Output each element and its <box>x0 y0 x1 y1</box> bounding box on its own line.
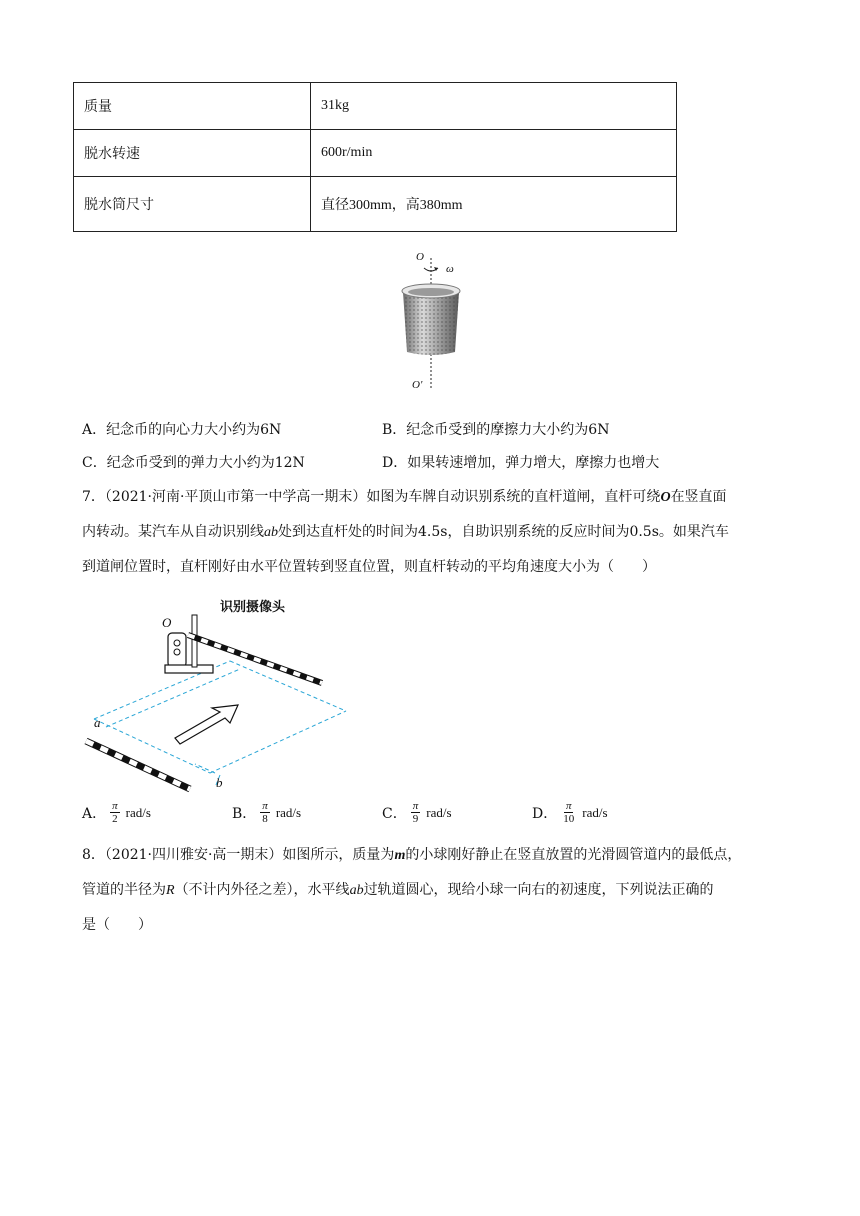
unit: rad/s <box>275 804 302 820</box>
option-a[interactable]: A．纪念币的向心力大小约为6N <box>82 422 282 438</box>
dimension-text: ，高 <box>391 197 420 213</box>
denominator: 9 <box>412 813 419 825</box>
q7-text: 在竖直面 <box>670 489 727 505</box>
option-d[interactable]: D．如果转速增加，弹力增大，摩擦力也增大 <box>382 455 660 471</box>
table-cell-label: 质量 <box>74 83 311 130</box>
fraction <box>411 800 421 825</box>
option-b[interactable]: B．纪念币受到的摩擦力大小约为6N <box>382 422 610 438</box>
diameter-value: 300mm <box>349 198 392 213</box>
q7-text: 内转动。某汽车从自动识别线 <box>82 524 264 540</box>
q7-text: 7．（2021·河南·平顶山市第一中学高一期末）如图为车牌自动识别系统的直杆道闸，直杆可绕 <box>82 489 661 505</box>
q7-option-b[interactable] <box>232 800 301 825</box>
q8-text: 8．（2021·四川雅安·高一期末）如图所示，质量为 <box>82 847 395 863</box>
numerator: π <box>112 800 118 812</box>
q8-text: 管道的半径为 <box>82 882 166 898</box>
question-8 <box>82 845 782 935</box>
q7-text: 处到达直杆处的时间为4.5s，自助识别系统的反应时间为0.5s。如果汽车 <box>278 524 729 540</box>
table-cell-value <box>311 177 677 232</box>
q8-var-ab: ab <box>349 883 364 898</box>
table-cell-value: 600r/min <box>311 130 677 177</box>
table-row <box>74 130 677 177</box>
option-c[interactable]: C．纪念币受到的弹力大小约为12N <box>82 455 305 471</box>
option-letter: B． <box>232 805 257 822</box>
table-row <box>74 83 677 130</box>
option-letter: D． <box>532 805 558 822</box>
question-7 <box>82 487 782 577</box>
table-cell-label: 脱水转速 <box>74 130 311 177</box>
unit: rad/s <box>125 804 151 820</box>
barrier-gate-figure <box>80 595 380 795</box>
numerator: π <box>412 800 419 812</box>
fraction <box>260 800 270 825</box>
q8-text: 是（ ） <box>82 917 152 933</box>
spin-drum-figure <box>396 240 466 400</box>
q8-text: 的小球刚好静止在竖直放置的光滑圆管道内的最低点， <box>405 847 742 863</box>
axis-label-bottom: O' <box>412 379 423 391</box>
q8-var-m: m <box>394 848 406 863</box>
numerator: π <box>565 800 572 812</box>
line-label-a: a <box>94 715 101 730</box>
q7-var-o: O <box>660 490 671 505</box>
q7-option-a[interactable] <box>82 800 151 825</box>
q7-option-d[interactable] <box>532 800 608 825</box>
dimension-text: 直径 <box>321 197 349 213</box>
option-letter: C． <box>382 805 407 822</box>
numerator: π <box>262 800 268 812</box>
q8-var-r: R <box>166 883 175 898</box>
spec-table <box>73 82 677 232</box>
camera-label: 识别摄像头 <box>220 600 286 615</box>
fraction <box>110 800 120 825</box>
table-row <box>74 177 677 232</box>
option-letter: A． <box>82 805 107 822</box>
q7-option-c[interactable] <box>382 800 452 825</box>
denominator: 10 <box>563 813 575 825</box>
q8-text: 过轨道圆心，现给小球一向右的初速度，下列说法正确的 <box>363 882 714 898</box>
omega-label: ω <box>446 263 454 275</box>
pivot-label: O <box>162 615 172 630</box>
axis-label-top: O <box>416 251 424 263</box>
denominator: 2 <box>112 813 118 825</box>
table-cell-value: 31kg <box>311 83 677 130</box>
q7-var-ab: ab <box>264 525 278 540</box>
unit: rad/s <box>426 804 452 820</box>
fraction <box>561 800 576 825</box>
height-value: 380mm <box>419 198 463 213</box>
table-cell-label: 脱水筒尺寸 <box>74 177 311 232</box>
line-label-b: b <box>216 775 223 790</box>
q8-text: （不计内外径之差），水平线 <box>174 882 350 898</box>
unit: rad/s <box>582 804 608 820</box>
denominator: 8 <box>262 813 268 825</box>
q7-text: 到道闸位置时，直杆刚好由水平位置转到竖直位置，则直杆转动的平均角速度大小为（ ） <box>82 559 656 575</box>
